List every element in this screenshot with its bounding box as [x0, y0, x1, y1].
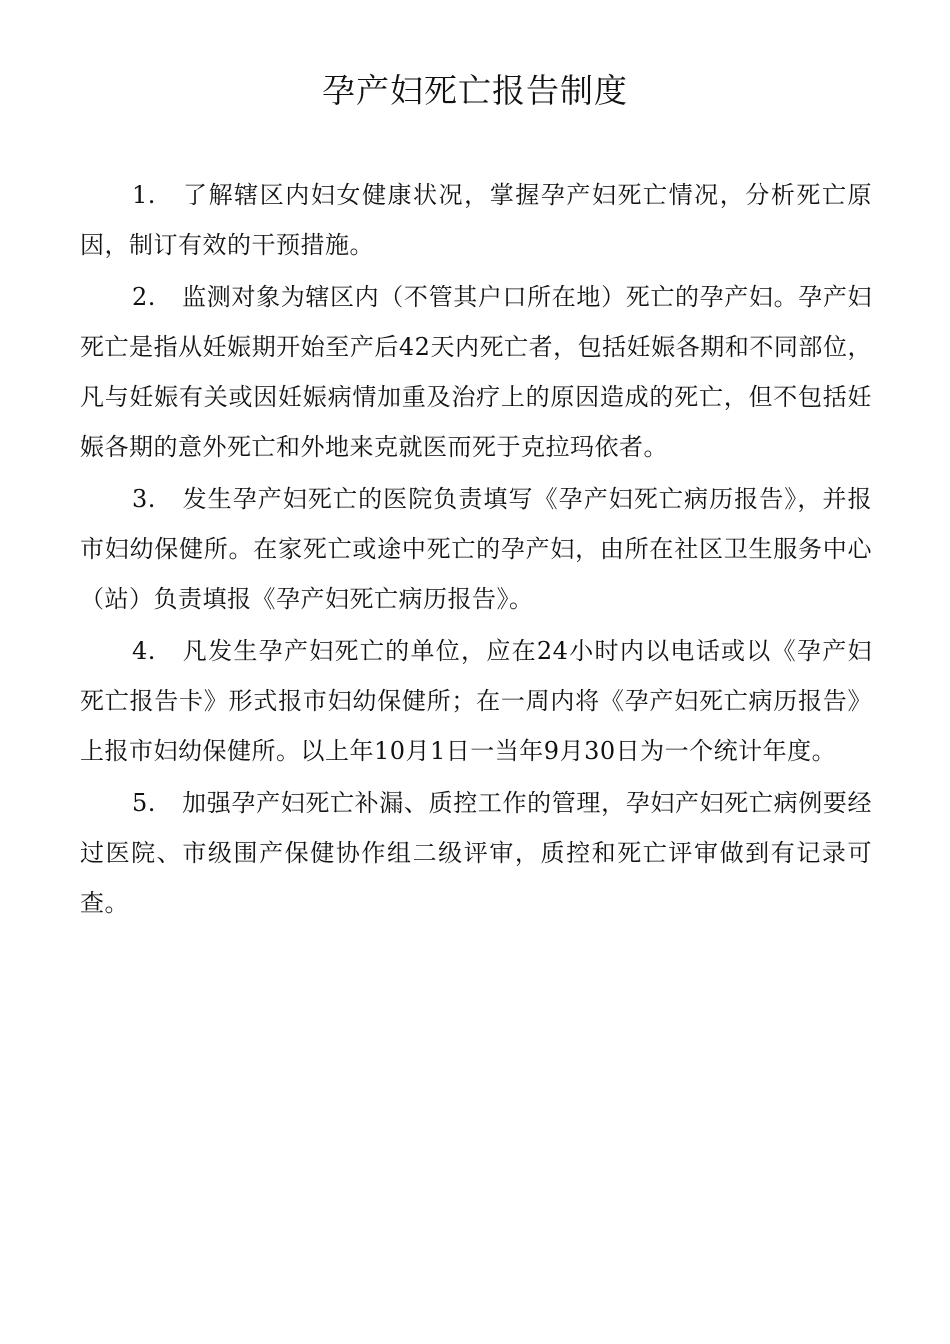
document-body — [80, 170, 872, 928]
paragraph-5 — [80, 778, 872, 928]
paragraph-number: 5. — [132, 789, 156, 817]
paragraph-number: 2. — [132, 283, 156, 311]
paragraph-number: 3. — [132, 485, 156, 513]
paragraph-text: 凡发生孕产妇死亡的单位，应在24小时内以电话或以《孕产妇死亡报告卡》形式报市妇幼保健所；在一周内将《孕产妇死亡病历报告》上报市妇幼保健所。以上年10月1日一当年9月30日为一个统计年度。 — [80, 637, 872, 765]
document-title: 孕产妇死亡报告制度 — [322, 71, 628, 110]
paragraph-text: 加强孕产妇死亡补漏、质控工作的管理，孕妇产妇死亡病例要经过医院、市级围产保健协作组二级评审，质控和死亡评审做到有记录可查。 — [80, 789, 872, 917]
paragraph-3 — [80, 474, 872, 624]
paragraph-text: 监测对象为辖区内（不管其户口所在地）死亡的孕产妇。孕产妇死亡是指从妊娠期开始至产后42天内死亡者，包括妊娠各期和不同部位，凡与妊娠有关或因妊娠病情加重及治疗上的原因造成的死亡，但不包括妊娠各期的意外死亡和外地来克就医而死于克拉玛依者。 — [80, 283, 872, 461]
paragraph-text: 发生孕产妇死亡的医院负责填写《孕产妇死亡病历报告》，并报市妇幼保健所。在家死亡或途中死亡的孕产妇，由所在社区卫生服务中心（站）负责填报《孕产妇死亡病历报告》。 — [80, 485, 872, 613]
paragraph-2 — [80, 272, 872, 472]
paragraph-number: 4. — [132, 637, 156, 665]
paragraph-1 — [80, 170, 872, 270]
paragraph-number: 1. — [132, 181, 156, 209]
paragraph-4 — [80, 626, 872, 776]
paragraph-text: 了解辖区内妇女健康状况，掌握孕产妇死亡情况，分析死亡原因，制订有效的干预措施。 — [80, 181, 872, 259]
